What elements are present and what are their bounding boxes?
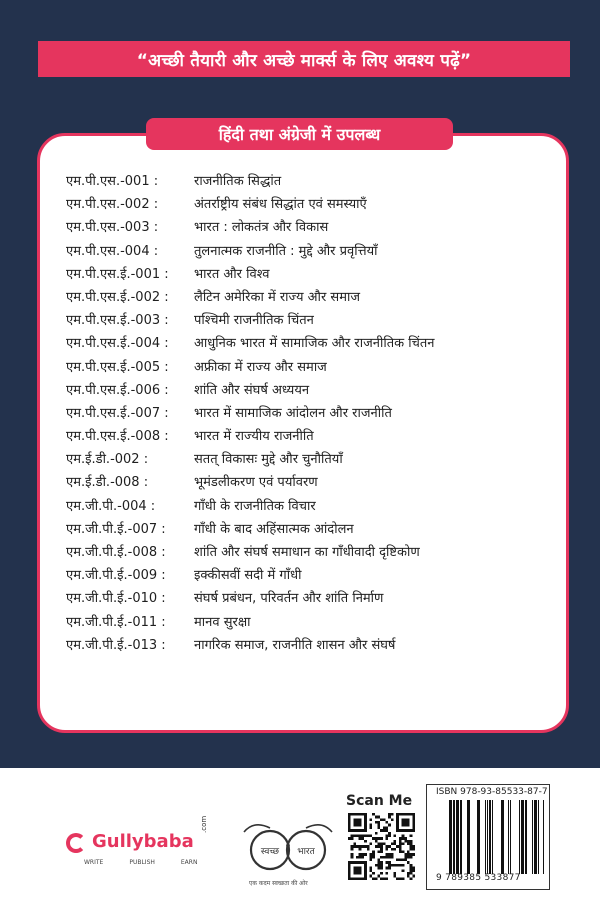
course-code: एम.पी.एस.ई.-005 : — [66, 359, 169, 375]
logo-tagline — [84, 859, 197, 866]
course-name: तुलनात्मक राजनीति : मुद्दे और प्रवृत्तियाँ — [194, 243, 378, 259]
course-item — [66, 402, 556, 425]
course-name: गाँधी के बाद अहिंसात्मक आंदोलन — [194, 521, 354, 537]
course-code: एम.ई.डी.-008 : — [66, 475, 149, 491]
course-code: एम.जी.पी.ई.-011 : — [66, 614, 166, 630]
swachh-left-word: स्वच्छ — [260, 847, 280, 857]
course-item — [66, 216, 556, 239]
course-code: एम.पी.एस.ई.-008 : — [66, 429, 169, 445]
swachh-bharat-glasses-icon — [240, 820, 336, 878]
course-item — [66, 471, 556, 494]
course-name: भारत में सामाजिक आंदोलन और राजनीति — [194, 405, 392, 421]
course-code: एम.पी.एस.ई.-007 : — [66, 405, 169, 421]
course-item — [66, 309, 556, 332]
tagline-banner — [38, 41, 570, 77]
course-name: शांति और संघर्ष अध्ययन — [194, 382, 310, 398]
course-item — [66, 240, 556, 263]
gullybaba-logo — [66, 815, 246, 866]
course-code: एम.जी.पी.ई.-013 : — [66, 637, 166, 653]
course-item — [66, 356, 556, 379]
barcode-digits: 9 789385 533877 — [436, 873, 521, 883]
course-name: भूमंडलीकरण एवं पर्यावरण — [194, 475, 318, 491]
qr-code-icon[interactable] — [348, 813, 415, 880]
course-name: नागरिक समाज, राजनीति शासन और संघर्ष — [194, 637, 396, 653]
tagline-text: “अच्छी तैयारी और अच्छे मार्क्स के लिए अवश्य पढ़ें” — [136, 50, 472, 71]
availability-header — [146, 118, 453, 150]
course-item — [66, 495, 556, 518]
course-code: एम.पी.एस.-001 : — [66, 174, 159, 189]
course-item — [66, 332, 556, 355]
logo-tagline-publish: PUBLISH — [129, 859, 155, 866]
logo-suffix: .com — [200, 815, 208, 833]
course-item — [66, 587, 556, 610]
course-code: एम.पी.एस.-002 : — [66, 197, 159, 213]
course-name: राजनीतिक सिद्धांत — [194, 174, 282, 189]
swachh-tagline: एक कदम स्वच्छता की ओर — [249, 880, 308, 887]
course-code: एम.जी.पी.-004 : — [66, 498, 156, 514]
course-code: एम.पी.एस.ई.-006 : — [66, 382, 169, 398]
logo-name: Gullybaba — [92, 831, 194, 852]
barcode-icon — [440, 800, 544, 874]
course-code: एम.पी.एस.ई.-004 : — [66, 336, 169, 352]
swachh-right-word: भारत — [297, 847, 315, 857]
course-item — [66, 379, 556, 402]
course-code: एम.जी.पी.ई.-007 : — [66, 521, 166, 537]
course-code: एम.पी.एस.-003 : — [66, 220, 159, 236]
course-name: भारत : लोकतंत्र और विकास — [194, 220, 329, 236]
course-code: एम.जी.पी.ई.-009 : — [66, 568, 166, 584]
course-code: एम.जी.पी.ई.-008 : — [66, 545, 166, 560]
isbn-text: ISBN 978-93-85533-87-7 — [436, 787, 548, 797]
course-name: शांति और संघर्ष समाधान का गाँधीवादी दृष्टिकोण — [194, 545, 420, 560]
availability-header-text: हिंदी तथा अंग्रेजी में उपलब्ध — [218, 125, 381, 144]
course-name: अफ्रीका में राज्य और समाज — [194, 359, 327, 375]
scan-me-label: Scan Me — [346, 793, 413, 809]
course-name: भारत में राज्यीय राजनीति — [194, 429, 314, 445]
course-name: लैटिन अमेरिका में राज्य और समाज — [194, 289, 360, 305]
logo-tagline-earn: EARN — [180, 859, 198, 866]
course-item — [66, 634, 556, 657]
course-item — [66, 518, 556, 541]
course-name: संघर्ष प्रबंधन, परिवर्तन और शांति निर्माण — [194, 591, 384, 607]
course-name: इक्कीसवीं सदी में गाँधी — [194, 568, 302, 584]
course-item — [66, 286, 556, 309]
course-code: एम.पी.एस.ई.-003 : — [66, 313, 169, 329]
course-name: पश्चिमी राजनीतिक चिंतन — [194, 313, 314, 329]
logo-tagline-write: WRITE — [84, 859, 104, 866]
course-name: सतत् विकासः मुद्दे और चुनौतियाँ — [194, 452, 343, 468]
course-item — [66, 564, 556, 587]
course-code: एम.जी.पी.ई.-010 : — [66, 591, 166, 607]
course-item — [66, 425, 556, 448]
course-item — [66, 448, 556, 471]
course-name: अंतर्राष्ट्रीय संबंध सिद्धांत एवं समस्याएँ — [194, 197, 367, 213]
course-name: गाँधी के राजनीतिक विचार — [194, 498, 316, 514]
course-item — [66, 263, 556, 286]
course-code: एम.पी.एस.-004 : — [66, 243, 159, 259]
course-code: एम.पी.एस.ई.-002 : — [66, 289, 169, 305]
course-code: एम.पी.एस.ई.-001 : — [66, 266, 169, 282]
course-name: मानव सुरक्षा — [194, 614, 251, 630]
course-item — [66, 611, 556, 634]
course-name: आधुनिक भारत में सामाजिक और राजनीतिक चिंतन — [194, 336, 435, 352]
course-item — [66, 170, 556, 193]
course-name: भारत और विश्व — [194, 266, 270, 282]
course-item — [66, 541, 556, 564]
course-item — [66, 193, 556, 216]
course-code: एम.ई.डी.-002 : — [66, 452, 149, 468]
g-logo-icon — [66, 833, 86, 853]
course-list — [66, 170, 556, 657]
